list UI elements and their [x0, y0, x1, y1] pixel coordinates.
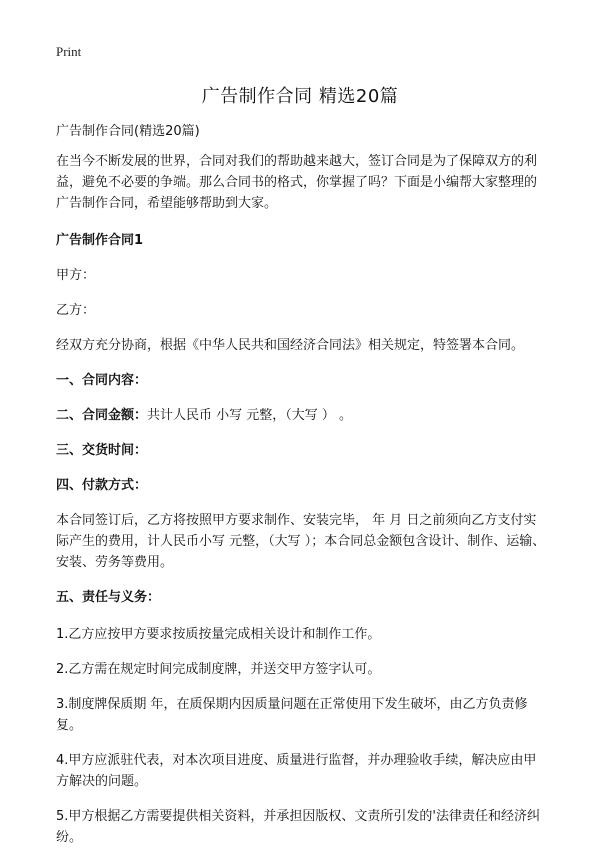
duty-item-5: 5.甲方根据乙方需要提供相关资料，并承担因版权、文责所引发的'法律责任和经济纠纷。: [56, 809, 540, 845]
duty-item-1: 1.乙方应按甲方要求按质按量完成相关设计和制作工作。: [56, 627, 381, 642]
document-title: 广告制作合同 精选20篇: [201, 86, 399, 107]
document-body: [56, 121, 548, 848]
print-label: Print: [56, 44, 82, 59]
item-1-title: 一、合同内容：: [56, 373, 148, 388]
intro-paragraph: 在当今不断发展的世界，合同对我们的帮助越来越大，签订合同是为了保障双方的利益，避免不必要的争端。那么合同书的格式，你掌握了吗？下面是小编帮大家整理的广告制作合同，希望能够帮助到大家。: [56, 154, 538, 211]
item-2-title: 二、合同金额：: [56, 408, 148, 423]
duty-item-2: 2.乙方需在规定时间完成制度牌，并送交甲方签字认可。: [56, 662, 381, 677]
item-4-title: 四、付款方式：: [56, 478, 148, 493]
item-5-title: 五、责任与义务：: [56, 590, 161, 605]
duty-item-3: 3.制度牌保质期 年，在质保期内因质量问题在正常使用下发生破坏，由乙方负责修复。: [56, 697, 528, 733]
section-title-contract-1: 广告制作合同1: [56, 233, 144, 248]
party-a-line: 甲方：: [56, 268, 96, 283]
item-2-text: 共计人民币 小写 元整，（大写 ） 。: [147, 408, 353, 423]
item-3-title: 三、交货时间：: [56, 443, 148, 458]
item-4-paragraph: 本合同签订后，乙方将按照甲方要求制作、安装完毕， 年 月 日之前须向乙方支付实际产生的费用，计人民币小写 元整，（大写 ）；本合同总金额包含设计、制作、运输、安装、劳务等费用。: [56, 513, 546, 570]
item-2-line: [56, 405, 548, 426]
duty-item-4: 4.甲方应派驻代表，对本次项目进度、质量进行监督，并办理验收手续，解决应由甲方解决的问题。: [56, 753, 537, 789]
agreement-paragraph: 经双方充分协商，根据《中华人民共和国经济合同法》相关规定，特签署本合同。: [56, 338, 525, 353]
party-b-line: 乙方：: [56, 303, 96, 318]
document-subtitle: 广告制作合同(精选20篇): [56, 124, 200, 139]
